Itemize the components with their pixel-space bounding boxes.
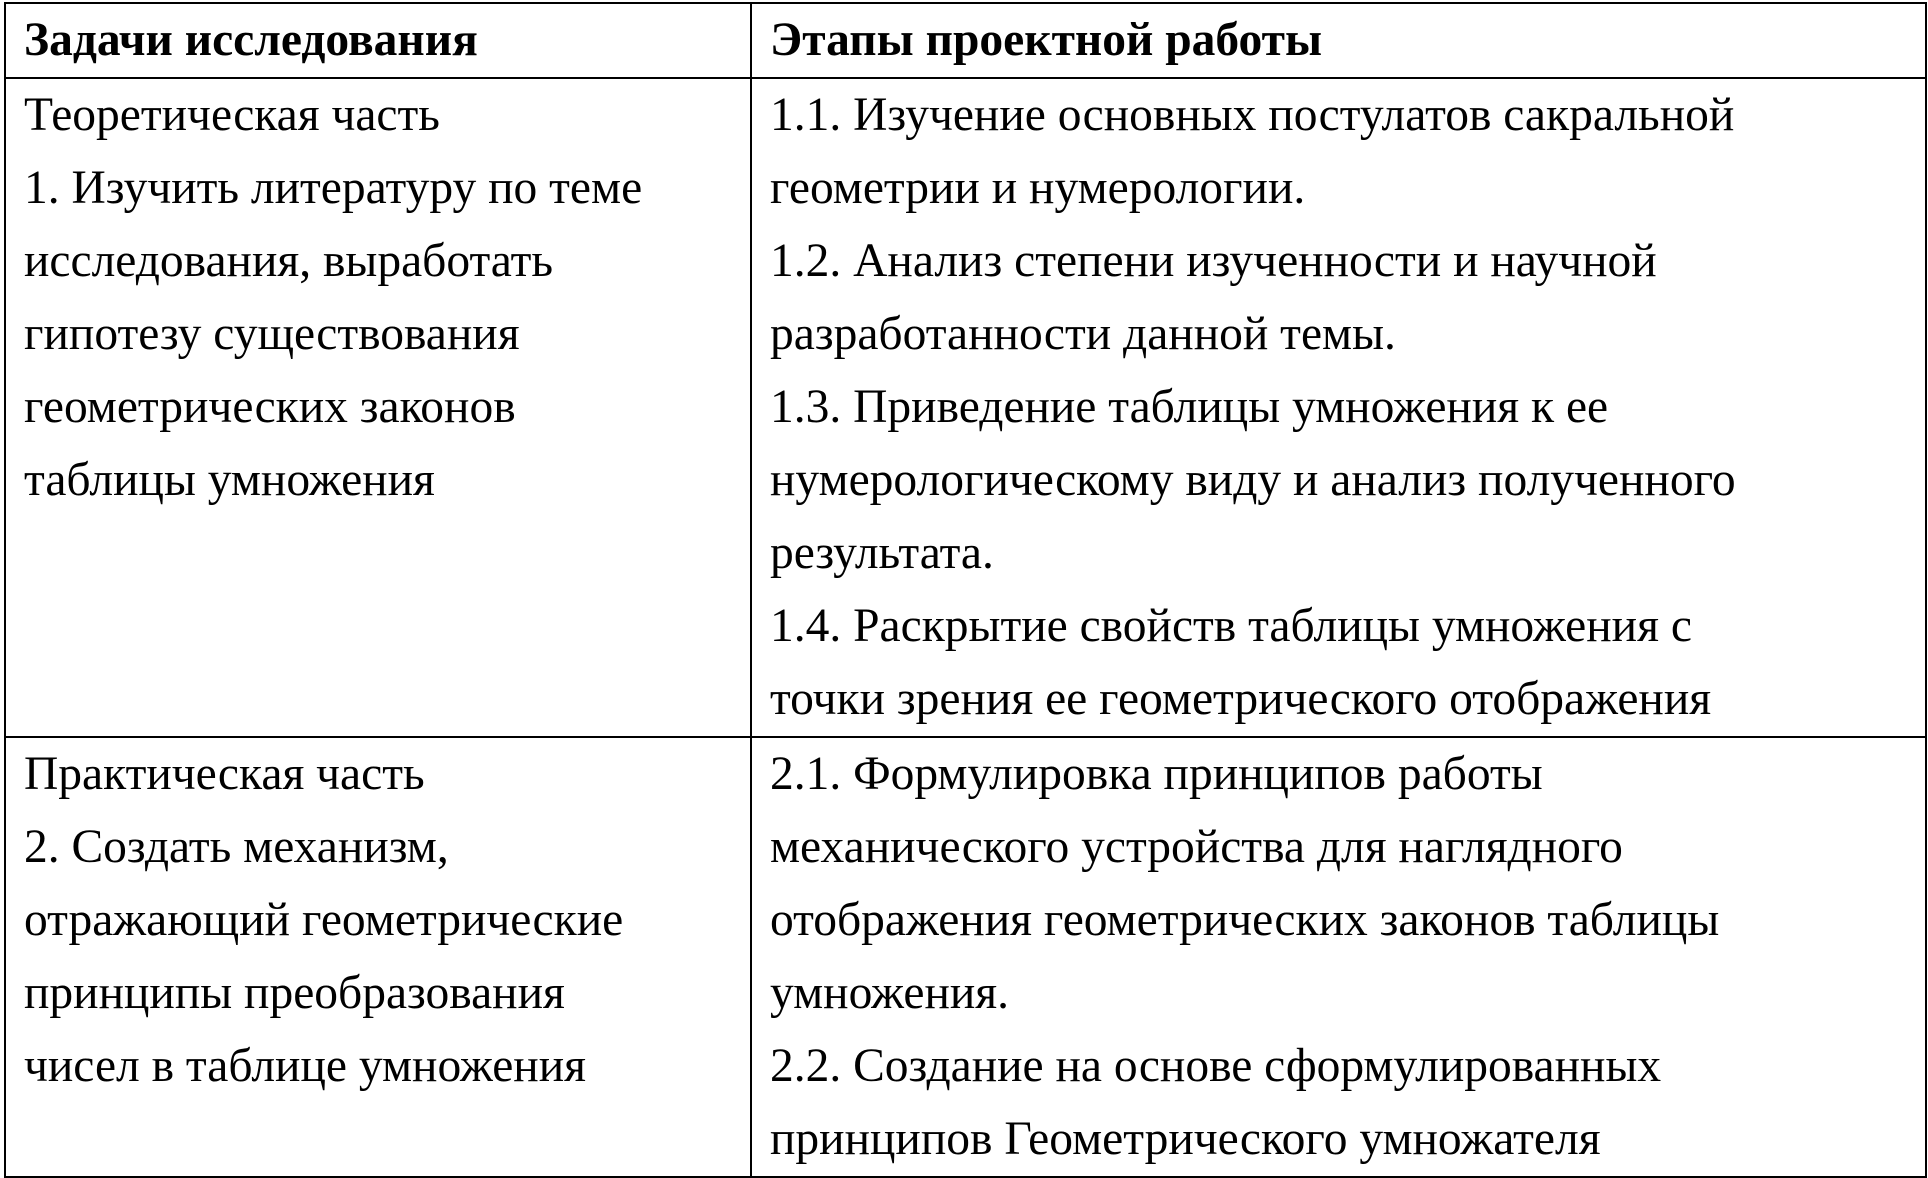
header-row	[5, 3, 1926, 78]
stage-line: 1.2. Анализ степени изученности и научной	[770, 235, 1657, 287]
table-row-theoretical	[5, 78, 1926, 737]
header-stages: Этапы проектной работы	[751, 3, 1926, 78]
tasks-cell-theoretical	[5, 78, 751, 737]
stage-line: геометрии и нумерологии.	[770, 162, 1306, 214]
task-line: гипотезу существования	[24, 308, 520, 360]
stage-line: механического устройства для наглядного	[770, 821, 1623, 873]
task-line: Практическая часть	[24, 748, 425, 800]
stage-line: 1.4. Раскрытие свойств таблицы умножения с	[770, 600, 1692, 652]
stage-line: отображения геометрических законов таблицы	[770, 894, 1720, 946]
task-line: отражающий геометрические	[24, 894, 624, 946]
stage-line: нумерологическому виду и анализ полученного	[770, 454, 1736, 506]
task-line: Теоретическая часть	[24, 89, 440, 141]
task-line: 1. Изучить литературу по теме	[24, 162, 643, 214]
task-line: исследования, выработать	[24, 235, 554, 287]
stage-line: 1.1. Изучение основных постулатов сакральной	[770, 89, 1735, 141]
stages-cell-practical	[751, 737, 1926, 1177]
stage-line: результата.	[770, 527, 994, 579]
stage-line: точки зрения ее геометрического отображения	[770, 673, 1712, 725]
task-line: 2. Создать механизм,	[24, 821, 449, 873]
stages-cell-theoretical	[751, 78, 1926, 737]
stage-line: 2.2. Создание на основе сформулированных	[770, 1040, 1662, 1092]
tasks-cell-practical	[5, 737, 751, 1177]
stage-line: умножения.	[770, 967, 1010, 1019]
task-line: таблицы умножения	[24, 454, 435, 506]
stage-line: разработанности данной темы.	[770, 308, 1396, 360]
table-row-practical	[5, 737, 1926, 1177]
research-table	[4, 2, 1927, 1178]
task-line: принципы преобразования	[24, 967, 565, 1019]
header-tasks: Задачи исследования	[5, 3, 751, 78]
stage-line: 2.1. Формулировка принципов работы	[770, 748, 1543, 800]
stage-line: 1.3. Приведение таблицы умножения к ее	[770, 381, 1609, 433]
task-line: геометрических законов	[24, 381, 516, 433]
stage-line: принципов Геометрического умножателя	[770, 1113, 1601, 1165]
task-line: чисел в таблице умножения	[24, 1040, 586, 1092]
